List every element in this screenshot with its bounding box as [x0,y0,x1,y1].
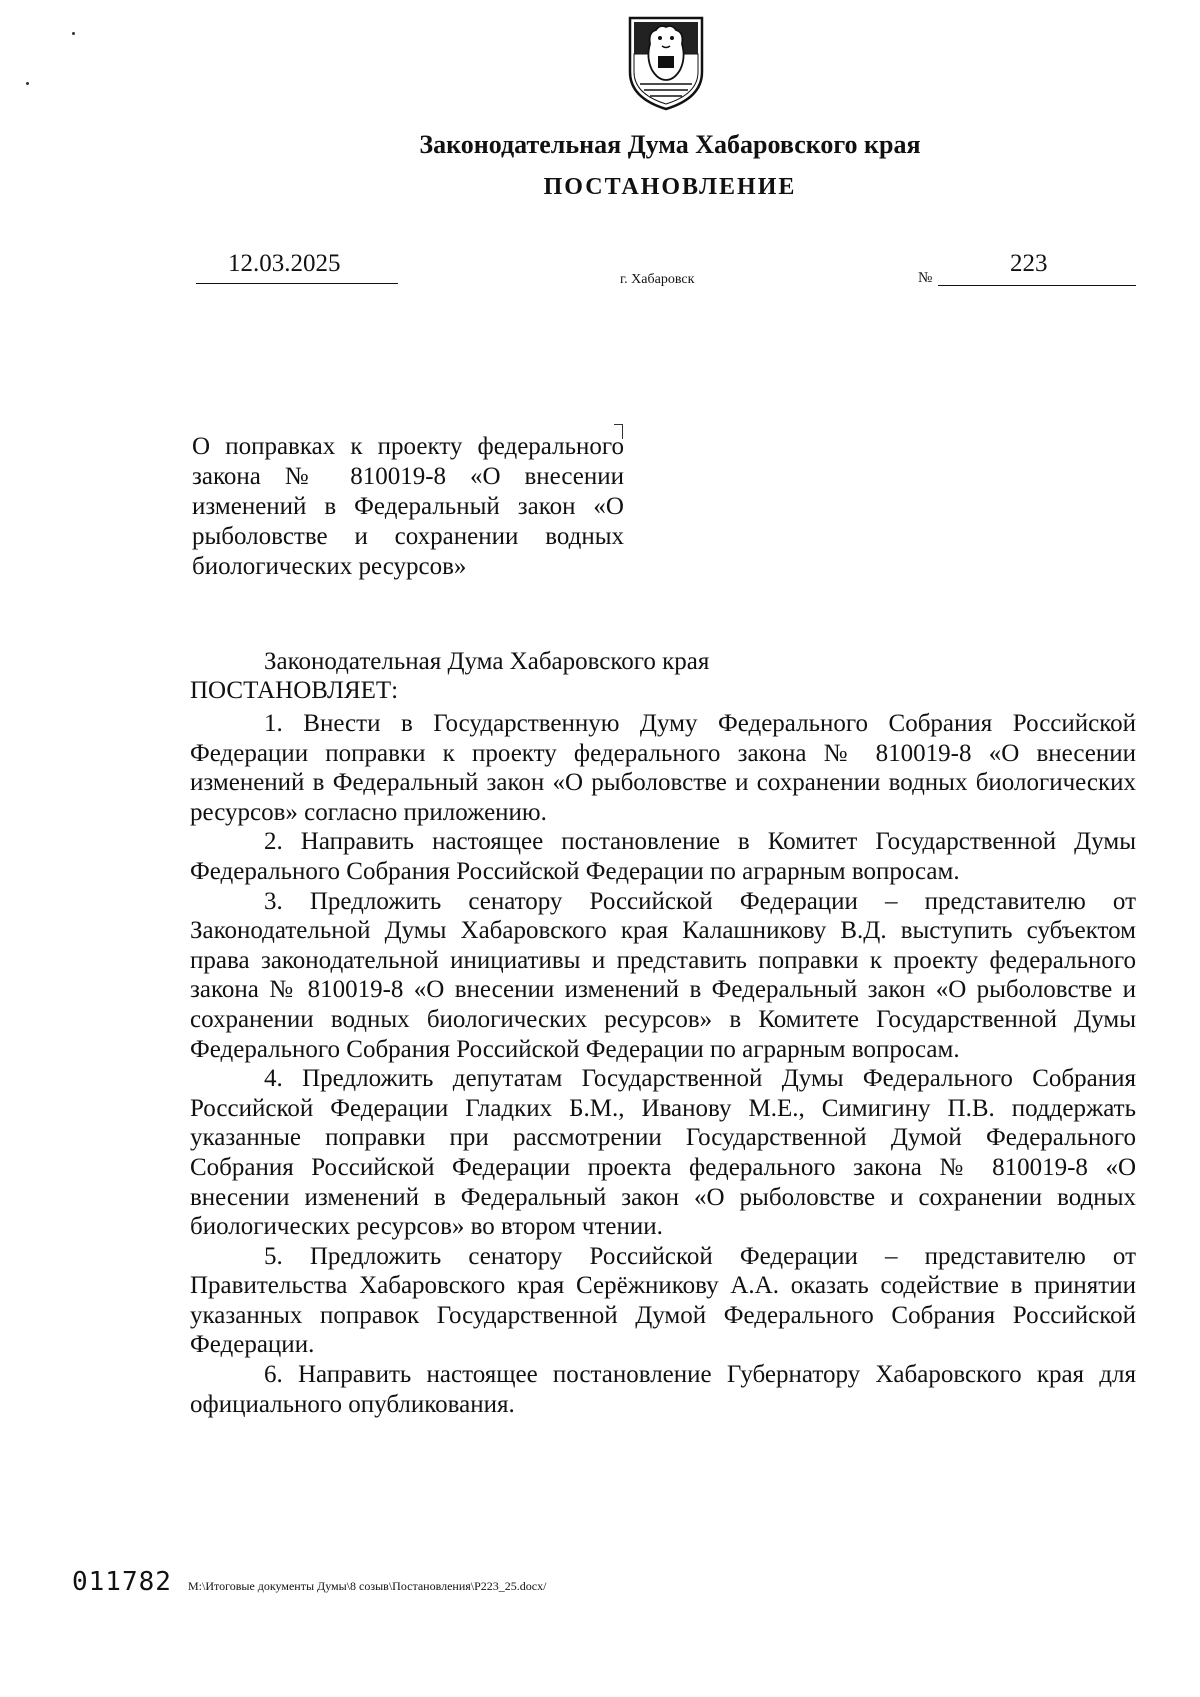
scan-speck [72,32,75,35]
number-underline [938,285,1136,286]
resolution-paragraph: 3. Предложить сенатору Российской Федерации – представителю от Законодательной Думы Хабаровского края Калашникову В.Д. выступить субъектом права законодательной инициативы и представить поправки к проекту федерального закона № 810019-8 «О внесении изменений в Федеральный закон «О рыболовстве и сохранении водных биологических ресурсов» в Комитете Государственной Думы Федерального Собрания Российской Федерации по аграрным вопросам. [190,887,1136,1063]
file-path: M:\Итоговые документы Думы\8 созыв\Постановления\P223_25.docx/ [188,1579,547,1593]
resolution-paragraph: 4. Предложить депутатам Государственной Думы Федерального Собрания Российской Федерации Гладких Б.М., Иванову М.Е., Симигину П.В. поддержать указанные поправки при рассмотрении Государственной Думой Федерального Собрания Российской Федерации проекта федерального закона № 810019-8 «О внесении изменений в Федеральный закон «О рыболовстве и сохранении водных биологических ресурсов» во втором чтении. [190,1065,1136,1241]
document-subject: О поправках к проекту федерального закона № 810019-8 «О внесении изменений в Федеральный закон «О рыболовстве и сохранении водных биологических ресурсов» [192,433,624,580]
organization-title: Законодательная Дума Хабаровского края [419,130,921,159]
preamble-verb: ПОСТАНОВЛЯЕТ: [190,677,399,704]
resolution-body [190,709,1136,1419]
resolution-paragraph: 5. Предложить сенатору Российской Федерации – представителю от Правительства Хабаровского края Серёжникову А.А. оказать содействие в принятии указанных поправок Государственной Думой Федерального Собрания Российской Федерации. [190,1242,1136,1359]
document-number: 223 [1010,250,1048,277]
preamble-organization: Законодательная Дума Хабаровского края [264,648,710,675]
number-sign: № [918,270,933,286]
document-type-title: ПОСТАНОВЛЕНИЕ [543,174,797,200]
coat-of-arms-emblem [626,14,706,112]
date-underline [196,283,398,284]
document-city: г. Хабаровск [620,272,695,287]
registration-code: 011782 [72,1567,172,1597]
resolution-paragraph: 6. Направить настоящее постановление Губернатору Хабаровского края для официального опубликования. [190,1361,1136,1418]
subject-corner-mark [614,424,623,439]
document-date: 12.03.2025 [228,250,341,277]
resolution-paragraph: 2. Направить настоящее постановление в Комитет Государственной Думы Федерального Собрания Российской Федерации по аграрным вопросам. [190,828,1136,885]
resolution-paragraph: 1. Внести в Государственную Думу Федерального Собрания Российской Федерации поправки к проекту федерального закона № 810019-8 «О внесении изменений в Федеральный закон «О рыболовстве и сохранении водных биологических ресурсов» согласно приложению. [190,710,1136,826]
scan-speck [26,82,29,85]
